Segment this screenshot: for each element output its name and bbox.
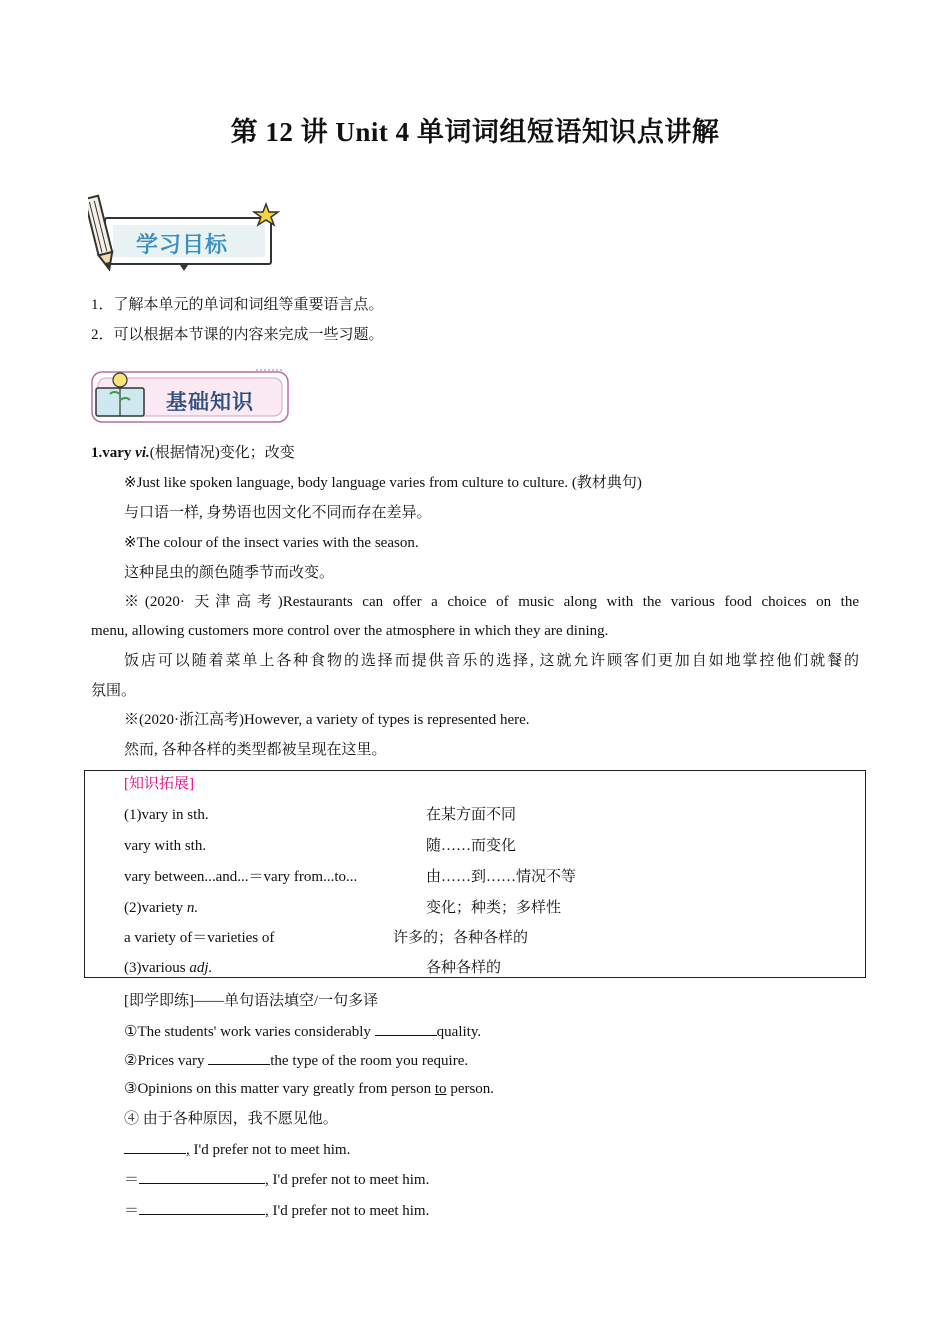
expansion-row-left: [124, 898, 198, 918]
expansion-row-left: a variety of＝varieties of: [124, 930, 275, 946]
practice-question-3: [124, 1079, 494, 1099]
example-4-zh: 然而, 各种各样的类型都被呈现在这里。: [124, 742, 387, 758]
comma: ,: [186, 1142, 190, 1158]
example-1-en: ※Just like spoken language, body language varies from culture to culture. (教材典句): [124, 475, 642, 491]
translation-line-3: [124, 1200, 429, 1221]
basic-knowledge-label: 基础知识: [166, 390, 254, 414]
translation-text-3: I'd prefer not to meet him.: [272, 1203, 430, 1219]
q1-blank[interactable]: [375, 1021, 437, 1036]
various-word: (3)various: [124, 960, 186, 976]
expansion-row-left: vary between...and...＝vary from...to...: [124, 869, 358, 885]
variety-word: (2)variety: [124, 900, 184, 916]
example-3-en-line2: menu, allowing customers more control over the atmosphere in which they are dining.: [91, 623, 609, 639]
head-word: 1.vary: [91, 445, 132, 461]
translation-blank-3[interactable]: [139, 1200, 265, 1215]
equals-sign: ＝: [124, 1172, 140, 1188]
expansion-row-left: [124, 958, 212, 978]
expansion-label: [知识拓展]: [124, 776, 194, 792]
q2-text: ②Prices vary: [124, 1053, 209, 1069]
comma: ,: [265, 1203, 269, 1219]
translation-blank-1[interactable]: [124, 1139, 186, 1154]
equals-sign: ＝: [124, 1203, 140, 1219]
translation-line-2: [124, 1169, 429, 1190]
head-pos: vi.: [135, 445, 150, 461]
expansion-row-left: (1)vary in sth.: [124, 807, 209, 823]
expansion-row-right: 在某方面不同: [426, 807, 517, 823]
example-1-zh: 与口语一样, 身势语也因文化不同而存在差异。: [124, 505, 432, 521]
page-title: 第 12 讲 Unit 4 单词词组短语知识点讲解: [230, 117, 720, 147]
expansion-row-right: 许多的；各种各样的: [393, 930, 529, 946]
translation-blank-2[interactable]: [139, 1169, 265, 1184]
learning-goals-badge: [88, 192, 283, 278]
q1-text-end: quality.: [436, 1024, 482, 1040]
q3-text-end: person.: [446, 1081, 495, 1097]
example-3-zh-line2: 氛围。: [91, 683, 137, 699]
translation-line-1: [124, 1139, 350, 1160]
translation-text-1: I'd prefer not to meet him.: [193, 1142, 351, 1158]
learning-goals-label: 学习目标: [136, 233, 229, 258]
example-4-en: ※(2020·浙江高考)However, a variety of types is represented here.: [124, 712, 530, 728]
example-2-zh: 这种昆虫的颜色随季节而改变。: [124, 565, 335, 581]
various-pos: adj.: [189, 960, 213, 976]
goal-item-2: 2．可以根据本节课的内容来完成一些习题。: [91, 327, 384, 343]
practice-question-2: [124, 1050, 468, 1071]
q2-blank[interactable]: [208, 1050, 270, 1065]
practice-question-1: [124, 1021, 481, 1042]
head-meaning: (根据情况)变化；改变: [149, 445, 295, 461]
entry-head: [91, 443, 295, 463]
practice-label: [即学即练]——单句语法填空/一句多译: [124, 993, 379, 1009]
q2-text-end: the type of the room you require.: [270, 1053, 469, 1069]
variety-pos: n.: [186, 900, 199, 916]
expansion-row-left: vary with sth.: [124, 838, 207, 854]
goal-item-1: 1．了解本单元的单词和词组等重要语言点。: [91, 297, 384, 313]
expansion-row-right: 各种各样的: [426, 960, 502, 976]
q3-text: ③Opinions on this matter vary greatly from person: [124, 1081, 435, 1097]
q1-text: ①The students' work varies considerably: [124, 1024, 375, 1040]
expansion-row-right: 随……而变化: [426, 838, 517, 854]
expansion-row-right: 由……到……情况不等: [426, 869, 577, 885]
example-3-zh-line1: 饭店可以随着菜单上各种食物的选择而提供音乐的选择, 这就允许顾客们更加自如地掌控他们就餐的: [124, 653, 859, 669]
example-3-en-line1: ※(2020· 天津高考)Restaurants can offer a choice of music along with the various food choices on the: [124, 594, 859, 610]
basic-knowledge-badge: [88, 366, 293, 430]
translation-text-2: I'd prefer not to meet him.: [272, 1172, 430, 1188]
comma: ,: [265, 1172, 269, 1188]
practice-question-4: ④ 由于各种原因，我不愿见他。: [124, 1111, 338, 1127]
example-2-en: ※The colour of the insect varies with the season.: [124, 535, 419, 551]
expansion-row-right: 变化；种类；多样性: [426, 900, 562, 916]
q3-answer: to: [434, 1081, 447, 1097]
